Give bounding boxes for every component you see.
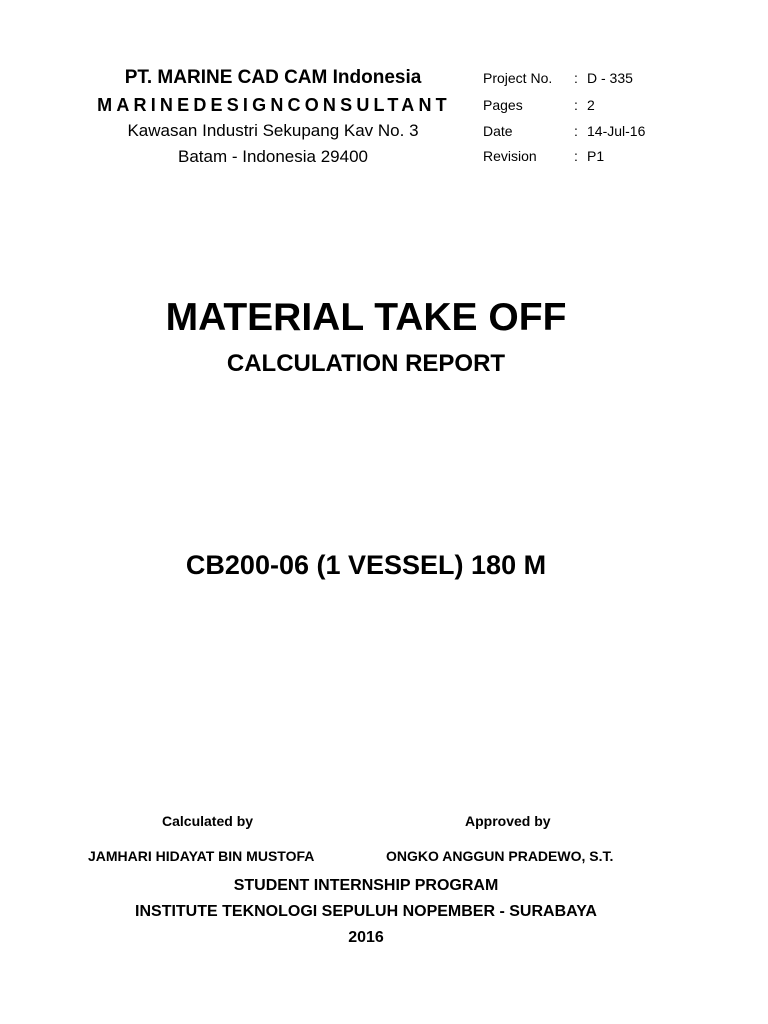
company-tagline: MARINEDESIGNCONSULTANT	[97, 95, 451, 115]
pages-colon: :	[574, 97, 578, 113]
date-value: 14-Jul-16	[587, 123, 646, 139]
project-no-label: Project No.	[483, 70, 553, 86]
date-label: Date	[483, 123, 513, 139]
calculated-by-label: Calculated by	[162, 813, 254, 829]
project-no-value: D - 335	[587, 70, 633, 86]
footer-program: STUDENT INTERNSHIP PROGRAM	[233, 877, 499, 894]
approved-by-label: Approved by	[465, 813, 551, 829]
footer-institute: INSTITUTE TEKNOLOGI SEPULUH NOPEMBER - SURABAYA	[135, 903, 597, 920]
project-no-colon: :	[574, 70, 578, 86]
revision-label: Revision	[483, 148, 537, 164]
company-address-line-2: Batam - Indonesia 29400	[178, 147, 368, 166]
revision-value: P1	[587, 148, 605, 164]
vessel-title: CB200-06 (1 VESSEL) 180 M	[185, 550, 547, 580]
pages-value: 2	[587, 97, 595, 113]
approved-by-name: ONGKO ANGGUN PRADEWO, S.T.	[386, 848, 614, 864]
company-name: PT. MARINE CAD CAM Indonesia	[124, 67, 422, 88]
revision-colon: :	[574, 148, 578, 164]
pages-label: Pages	[483, 97, 523, 113]
document-subtitle: CALCULATION REPORT	[226, 350, 506, 377]
calculated-by-name: JAMHARI HIDAYAT BIN MUSTOFA	[88, 848, 315, 864]
document-title: MATERIAL TAKE OFF	[165, 296, 567, 339]
footer-year: 2016	[348, 929, 384, 946]
date-colon: :	[574, 123, 578, 139]
company-address-line-1: Kawasan Industri Sekupang Kav No. 3	[127, 121, 419, 140]
